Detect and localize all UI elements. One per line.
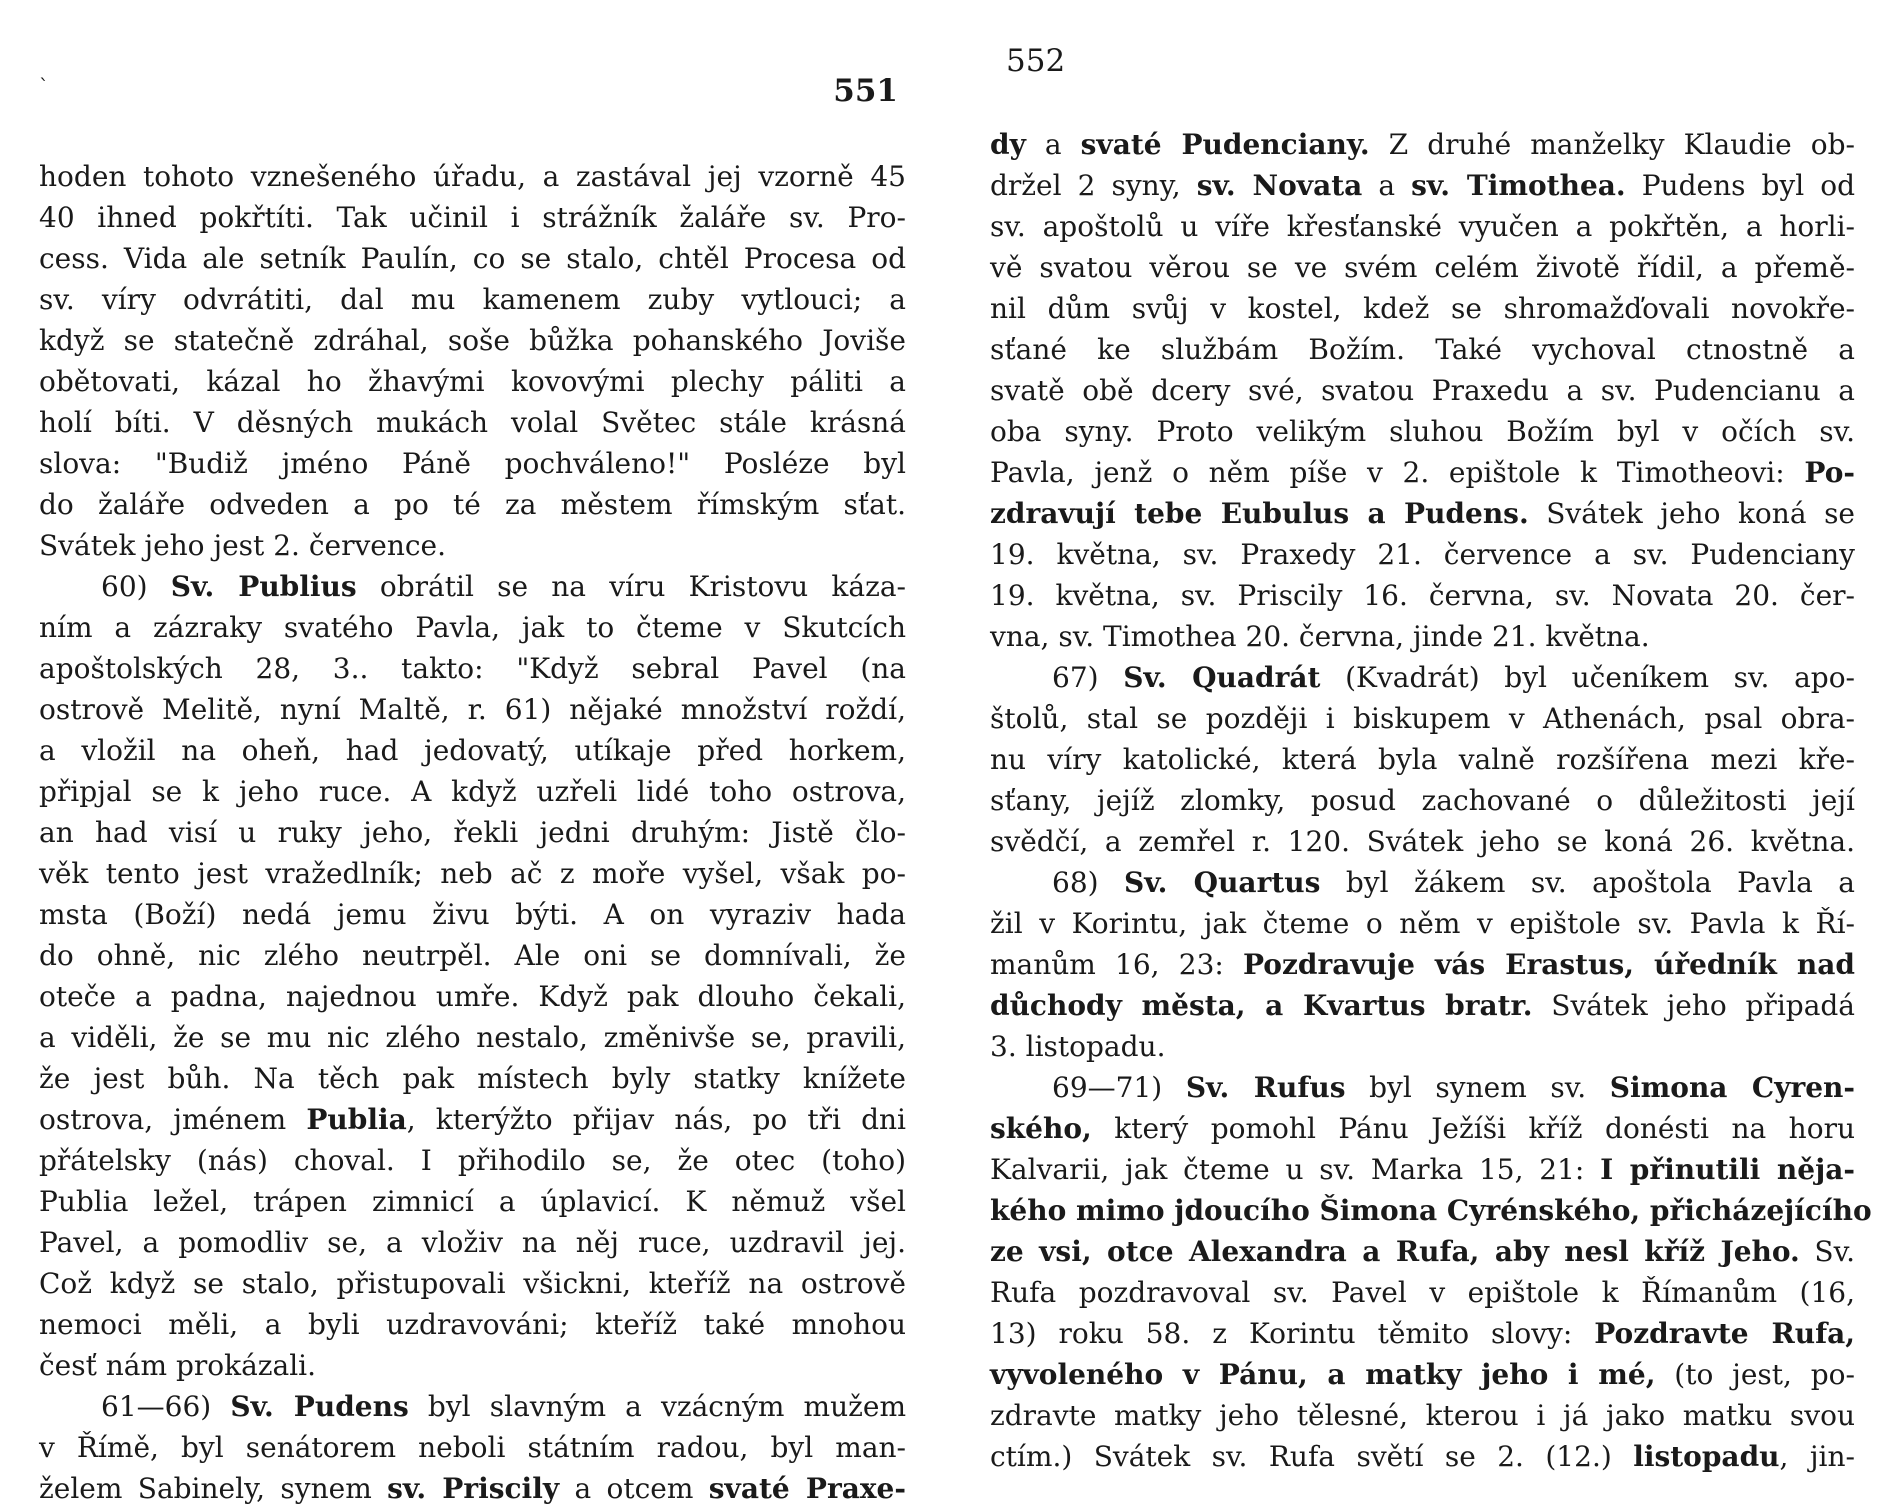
text-line — [990, 124, 1855, 165]
text-segment: 19. května, sv. Praxedy 21. července a sv. Pudenciany — [990, 538, 1855, 571]
text-line — [990, 1395, 1855, 1436]
text-line — [990, 288, 1855, 329]
text-line — [39, 1099, 906, 1140]
text-line — [39, 935, 906, 976]
text-segment: hoden tohoto vznešeného úřadu, a zastával jej vzorně 45 — [39, 160, 906, 193]
text-line — [39, 238, 906, 279]
text-line — [990, 165, 1855, 206]
text-line — [39, 402, 906, 443]
text-line — [39, 771, 906, 812]
text-line — [990, 862, 1855, 903]
text-line — [990, 1108, 1855, 1149]
text-line — [39, 607, 906, 648]
text-segment: přátelsky (nás) choval. I přihodilo se, že otec (toho) — [39, 1144, 906, 1177]
bold-text: Sv. Quartus — [1123, 866, 1321, 899]
text-segment: Svátek jeho koná se — [1528, 497, 1856, 530]
text-line — [990, 534, 1855, 575]
text-line — [39, 689, 906, 730]
text-segment: Sv. — [1799, 1235, 1855, 1268]
text-segment: že jest bůh. Na těch pak místech byly statky knížete — [39, 1062, 906, 1095]
text-segment: oba syny. Proto velikým sluhou Božím byl v očích sv. — [990, 415, 1855, 448]
text-line — [39, 648, 906, 689]
text-segment: a otcem — [559, 1472, 709, 1505]
bold-text: vyvoleného v Pánu, a matky jeho i mé, — [990, 1358, 1656, 1391]
bold-text: Publia — [306, 1103, 407, 1136]
text-segment: manům 16, 23: — [990, 948, 1243, 981]
text-segment: nil dům svůj v kostel, kdež se shromažďovali novokře- — [990, 292, 1855, 325]
text-line — [990, 1436, 1855, 1477]
bold-text: dy — [990, 128, 1026, 161]
text-line — [990, 821, 1855, 862]
text-segment: ostrova, jménem — [39, 1103, 307, 1136]
text-segment: Publia ležel, trápen zimnicí a úplavicí. K němuž všel — [39, 1185, 906, 1218]
text-line — [990, 329, 1855, 370]
left-page-text — [39, 156, 906, 1509]
text-segment: zdravte matky jeho tělesné, kterou i já jako matku svou — [990, 1399, 1855, 1432]
bold-text: svaté Praxe- — [708, 1472, 906, 1505]
bold-text: Pozdravuje vás Erastus, úředník nad — [1243, 948, 1855, 981]
text-segment: sťané ke službám Božím. Také vychoval ctnostně a — [990, 333, 1855, 366]
text-segment: byl slavným a vzácným mužem — [408, 1390, 906, 1423]
text-line — [990, 698, 1855, 739]
text-segment: sv. apoštolů u víře křesťanské vyučen a pokřtěn, a horli- — [990, 210, 1855, 243]
bold-text: Sv. Quadrát — [1123, 661, 1321, 694]
text-line — [39, 484, 906, 525]
text-segment: věk tento jest vražedlník; neb ač z moře vyšel, však po- — [39, 857, 906, 890]
bold-text: Pozdravte Rufa, — [1594, 1317, 1855, 1350]
bold-text: sv. Timothea. — [1411, 169, 1626, 202]
text-segment: 69—71) — [1052, 1071, 1186, 1104]
text-segment: cess. Vida ale setník Paulín, co se stalo, chtěl Procesa od — [39, 242, 906, 275]
bold-text: ského, — [990, 1112, 1092, 1145]
text-segment: byl synem sv. — [1345, 1071, 1610, 1104]
text-segment: oteče a padna, najednou umře. Když pak dlouho čekali, — [39, 980, 906, 1013]
text-line — [39, 1427, 906, 1468]
text-segment: , kterýžto přijav nás, po tři dni — [406, 1103, 906, 1136]
text-segment: 61—66) — [101, 1390, 231, 1423]
text-line — [990, 616, 1855, 657]
text-segment: ním a zázraky svatého Pavla, jak to čteme v Skutcích — [39, 611, 906, 644]
text-segment: 19. května, sv. Priscily 16. června, sv. Novata 20. čer- — [990, 579, 1855, 612]
text-segment: Z druhé manželky Klaudie ob- — [1369, 128, 1855, 161]
text-line — [39, 279, 906, 320]
bold-text: Sv. Rufus — [1185, 1071, 1346, 1104]
text-line — [990, 1067, 1855, 1108]
bold-text: kého mimo jdoucího Šimona Cyrénského, přicházejícího — [990, 1194, 1872, 1227]
text-line — [990, 1026, 1855, 1067]
text-line — [990, 985, 1855, 1026]
text-line — [990, 206, 1855, 247]
text-segment: (Kvadrát) byl učeníkem sv. apo- — [1320, 661, 1856, 694]
page-number-left: 551 — [833, 73, 898, 109]
text-segment: do žaláře odveden a po té za městem římským sťat. — [39, 488, 906, 521]
text-segment: do ohně, nic zlého neutrpěl. Ale oni se domnívali, že — [39, 939, 906, 972]
text-segment: želem Sabinely, synem — [39, 1472, 388, 1505]
text-segment: 40 ihned pokřtíti. Tak učinil i strážník žaláře sv. Pro- — [39, 201, 906, 234]
text-line — [39, 320, 906, 361]
text-line — [39, 566, 906, 607]
text-segment: vě svatou věrou se ve svém celém životě řídil, a přemě- — [990, 251, 1855, 284]
text-line — [990, 1190, 1872, 1231]
text-line — [39, 1345, 906, 1386]
text-segment: žil v Korintu, jak čteme o něm v epištole sv. Pavla k Ří- — [990, 907, 1855, 940]
text-segment: holí bíti. V děsných mukách volal Světec stále krásná — [39, 406, 906, 439]
text-segment: , jin- — [1779, 1440, 1855, 1473]
text-segment: Kalvarii, jak čteme u sv. Marka 15, 21: — [990, 1153, 1601, 1186]
left-page — [0, 0, 947, 1505]
text-segment: apoštolských 28, 3.. takto: "Když sebral Pavel (na — [39, 652, 906, 685]
bold-text: Sv. Publius — [170, 570, 357, 603]
text-segment: a — [1025, 128, 1081, 161]
text-segment: 3. listopadu. — [990, 1030, 1166, 1063]
text-line — [990, 411, 1855, 452]
text-line — [990, 1313, 1855, 1354]
bold-text: Sv. Pudens — [230, 1390, 409, 1423]
text-line — [39, 730, 906, 771]
text-line — [39, 361, 906, 402]
text-segment: nu víry katolické, která byla valně rozšířena mezi kře- — [990, 743, 1855, 776]
bold-text: Po- — [1804, 456, 1855, 489]
text-segment: držel 2 syny, — [990, 169, 1197, 202]
text-line — [39, 1140, 906, 1181]
text-segment: a vložil na oheň, had jedovatý, utíkaje před horkem, — [39, 734, 906, 767]
text-segment: ctím.) Svátek sv. Rufa světí se 2. (12.) — [990, 1440, 1634, 1473]
text-segment: Pavla, jenž o něm píše v 2. epištole k Timotheovi: — [990, 456, 1805, 489]
text-line — [39, 1386, 906, 1427]
text-line — [990, 903, 1855, 944]
text-segment: sv. víry odvrátiti, dal mu kamenem zuby vytlouci; a — [39, 283, 906, 316]
text-segment: (to jest, po- — [1655, 1358, 1855, 1391]
text-line — [39, 1181, 906, 1222]
text-line — [990, 780, 1855, 821]
text-line — [39, 156, 906, 197]
text-line — [39, 1468, 906, 1509]
text-line — [990, 370, 1855, 411]
text-line — [39, 1222, 906, 1263]
text-line — [990, 1354, 1855, 1395]
text-segment: připjal se k jeho ruce. A když uzřeli lidé toho ostrova, — [39, 775, 906, 808]
text-segment: sťany, jejíž zlomky, posud zachované o důležitosti její — [990, 784, 1855, 817]
text-line — [990, 657, 1855, 698]
text-segment: Pavel, a pomodliv se, a vloživ na něj ruce, uzdravil jej. — [39, 1226, 906, 1259]
text-line — [39, 1058, 906, 1099]
corner-mark: ˋ — [39, 74, 49, 98]
text-segment: Což když se stalo, přistupovali všickni, kteříž na ostrově — [39, 1267, 906, 1300]
text-line — [990, 1149, 1855, 1190]
bold-text: důchody města, a Kvartus bratr. — [990, 989, 1533, 1022]
text-segment: když se statečně zdráhal, soše bůžka pohanského Joviše — [39, 324, 906, 357]
text-line — [39, 853, 906, 894]
text-line — [39, 894, 906, 935]
text-segment: msta (Boží) nedá jemu živu býti. A on vyraziv hada — [39, 898, 906, 931]
text-segment: slova: "Budiž jméno Páně pochváleno!" Posléze byl — [39, 447, 906, 480]
text-line — [39, 1304, 906, 1345]
text-segment: a viděli, že se mu nic zlého nestalo, změnivše se, pravili, — [39, 1021, 906, 1054]
text-segment: 13) roku 58. z Korintu těmito slovy: — [990, 1317, 1595, 1350]
bold-text: ze vsi, otce Alexandra a Rufa, aby nesl kříž Jeho. — [990, 1235, 1800, 1268]
text-line — [39, 976, 906, 1017]
bold-text: sv. Priscily — [387, 1472, 560, 1505]
text-segment: svědčí, a zemřel r. 120. Svátek jeho se koná 26. května. — [990, 825, 1855, 858]
text-line — [39, 443, 906, 484]
text-segment: 67) — [1052, 661, 1124, 694]
text-line — [990, 739, 1855, 780]
text-segment: an had visí u ruky jeho, řekli jedni druhým: Jistě člo- — [39, 816, 906, 849]
text-segment: ostrově Melitě, nyní Maltě, r. 61) nějaké množství roždí, — [39, 693, 906, 726]
text-segment: který pomohl Pánu Ježíši kříž donésti na horu — [1091, 1112, 1855, 1145]
text-line — [39, 1263, 906, 1304]
bold-text: listopadu — [1633, 1440, 1780, 1473]
text-line — [39, 812, 906, 853]
text-segment: vna, sv. Timothea 20. června, jinde 21. května. — [990, 620, 1650, 653]
text-line — [990, 452, 1855, 493]
text-segment: svatě obě dcery své, svatou Praxedu a sv. Pudencianu a — [990, 374, 1855, 407]
text-segment: v Římě, byl senátorem neboli státním radou, byl man- — [39, 1431, 906, 1464]
text-line — [990, 1231, 1855, 1272]
text-segment: Pudens byl od — [1625, 169, 1855, 202]
text-segment: 60) — [101, 570, 171, 603]
text-segment: obrátil se na víru Kristovu káza- — [356, 570, 907, 603]
text-line — [990, 247, 1855, 288]
text-line — [990, 575, 1855, 616]
text-line — [39, 525, 906, 566]
right-page — [990, 0, 1894, 1500]
bold-text: Simona Cyren- — [1609, 1071, 1856, 1104]
bold-text: svaté Pudenciany. — [1080, 128, 1370, 161]
text-segment: a — [1362, 169, 1412, 202]
text-segment: nemoci měli, a byli uzdravováni; kteříž také mnohou — [39, 1308, 906, 1341]
text-line — [990, 1272, 1855, 1313]
bold-text: sv. Novata — [1196, 169, 1363, 202]
page-number-right: 552 — [1006, 43, 1066, 79]
text-segment: byl žákem sv. apoštola Pavla a — [1320, 866, 1856, 899]
bold-text: zdravují tebe Eubulus a Pudens. — [990, 497, 1529, 530]
text-line — [990, 493, 1855, 534]
text-line — [39, 197, 906, 238]
bold-text: I přinutili něja- — [1600, 1153, 1855, 1186]
text-line — [990, 944, 1855, 985]
text-segment: Svátek jeho jest 2. července. — [39, 529, 447, 562]
text-segment: 68) — [1052, 866, 1124, 899]
text-segment: štolů, stal se později i biskupem v Athenách, psal obra- — [990, 702, 1855, 735]
text-segment: česť nám prokázali. — [39, 1349, 317, 1382]
right-page-text — [990, 124, 1872, 1477]
text-segment: obětovati, kázal ho žhavými kovovými plechy páliti a — [39, 365, 906, 398]
text-segment: Rufa pozdravoval sv. Pavel v epištole k Římanům (16, — [990, 1276, 1855, 1309]
text-line — [39, 1017, 906, 1058]
text-segment: Svátek jeho připadá — [1532, 989, 1856, 1022]
